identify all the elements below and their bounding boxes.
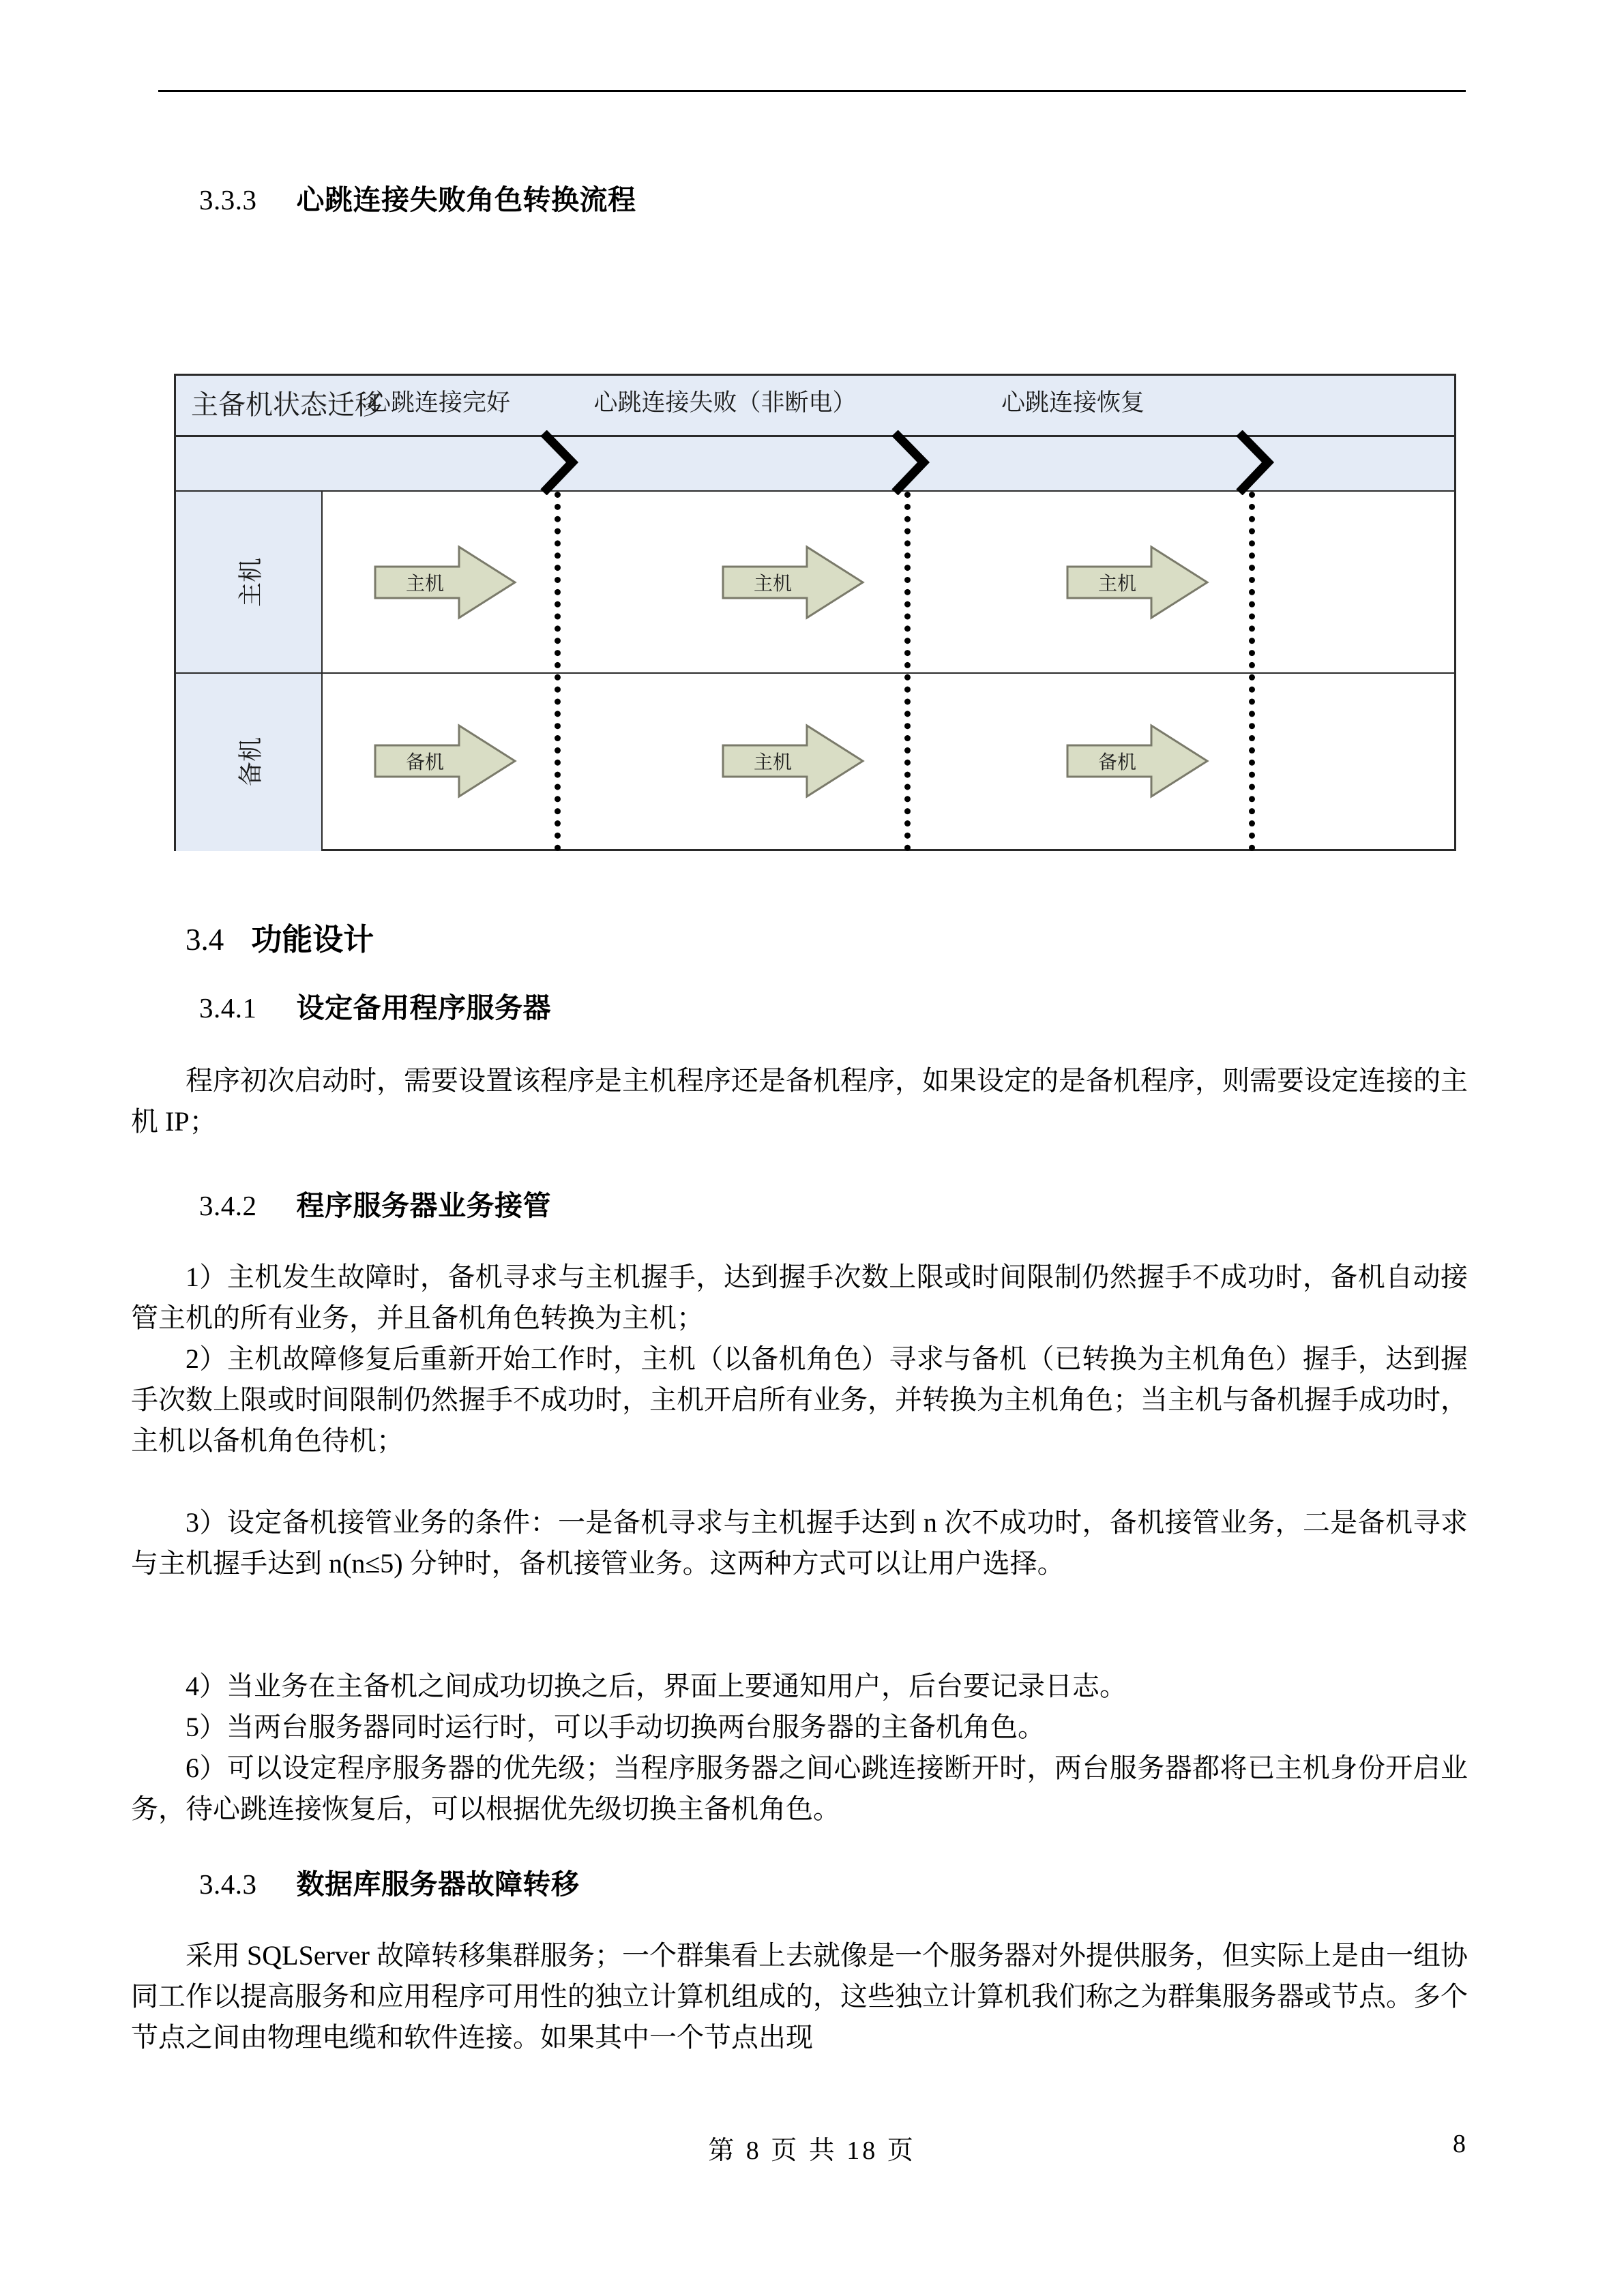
paragraph-3-4-3-text: 采用 SQLServer 故障转移集群服务；一个群集看上去就像是一个服务器对外提供服务，但实际上是由一组协同工作以提高服务和应用程序可用性的独立计算机组成的，这些独立计算机我们称之为群集服务器或节点。多个节点之间由物理电缆和软件连接。如果其中一个节点出现 <box>131 1940 1468 2053</box>
list-item-3 <box>131 1502 1468 1584</box>
list-item-1 <box>131 1257 1468 1339</box>
arrow-label-primary-phase3: 主机 <box>1097 573 1136 595</box>
block-arrow-icon <box>722 724 865 799</box>
block-arrow-icon <box>1066 545 1209 620</box>
heading-3-4-title: 功能设计 <box>251 923 374 957</box>
heading-3-4-2-number: 3.4.2 <box>199 1190 257 1221</box>
list-item-5-text: 5）当两台服务器同时运行时，可以手动切换两台服务器的主备机角色。 <box>186 1712 1045 1742</box>
phase-divider-1 <box>555 492 561 851</box>
arrow-primary-phase1 <box>374 545 517 620</box>
footer-page-indicator: 第 8 页 共 18 页 <box>708 2136 916 2165</box>
phase-divider-2 <box>904 492 911 851</box>
arrow-label-primary-phase1: 主机 <box>405 573 444 595</box>
arrow-label-standby-phase1: 备机 <box>405 752 444 773</box>
heading-3-4-3 <box>199 1867 580 1902</box>
heading-3-3-3-number: 3.3.3 <box>199 184 257 215</box>
heading-3-4-3-title: 数据库服务器故障转移 <box>296 1868 580 1900</box>
block-arrow-icon <box>374 724 517 799</box>
arrow-standby-phase3 <box>1066 724 1209 799</box>
phase-label-1: 心跳连接完好 <box>366 389 510 416</box>
heading-3-3-3-title: 心跳连接失败角色转换流程 <box>296 184 636 215</box>
paragraph-3-4-1 <box>131 1060 1468 1142</box>
phase-divider-3 <box>1249 492 1255 851</box>
list-item-6-text: 6）可以设定程序服务器的优先级；当程序服务器之间心跳连接断开时，两台服务器都将已主机身份开启业务，待心跳连接恢复后，可以根据优先级切换主备机角色。 <box>131 1753 1468 1824</box>
arrow-label-primary-phase2: 主机 <box>753 573 792 595</box>
row-label-cell-standby <box>176 672 323 851</box>
footer-page-number: 8 <box>1453 2130 1466 2158</box>
arrow-standby-phase1 <box>374 724 517 799</box>
heading-3-4-2 <box>199 1189 551 1223</box>
arrow-label-standby-phase2: 主机 <box>753 752 792 773</box>
arrow-primary-phase2 <box>722 545 865 620</box>
paragraph-3-4-1-text: 程序初次启动时，需要设置该程序是主机程序还是备机程序，如果设定的是备机程序，则需要设定连接的主机 IP； <box>131 1065 1468 1137</box>
phase-label-2: 心跳连接失败（非断电） <box>593 389 857 416</box>
arrow-primary-phase3 <box>1066 545 1209 620</box>
list-item-6 <box>131 1748 1468 1830</box>
arrow-label-standby-phase3: 备机 <box>1097 752 1136 773</box>
arrow-standby-phase2 <box>722 724 865 799</box>
list-item-4 <box>131 1666 1468 1707</box>
row-label-cell-primary <box>176 492 323 672</box>
list-item-3-text: 3）设定备机接管业务的条件：一是备机寻求与主机握手达到 n 次不成功时，备机接管业务，二是备机寻求与主机握手达到 n(n≤5) 分钟时，备机接管业务。这两种方式可以让用户选择。 <box>131 1507 1468 1579</box>
state-transition-diagram <box>174 374 1456 851</box>
list-item-1-text: 1）主机发生故障时，备机寻求与主机握手，达到握手次数上限或时间限制仍然握手不成功时，备机自动接管主机的所有业务，并且备机角色转换为主机； <box>131 1262 1468 1333</box>
paragraph-3-4-3 <box>131 1935 1468 2058</box>
diagram-title: 主备机状态迁移 <box>191 389 382 420</box>
phase-label-3: 心跳连接恢复 <box>1001 389 1145 416</box>
heading-3-4-2-title: 程序服务器业务接管 <box>296 1190 551 1221</box>
list-item-5 <box>131 1707 1468 1748</box>
phase-header-row <box>176 437 1454 492</box>
heading-3-4-1-number: 3.4.1 <box>199 992 257 1024</box>
heading-3-4-1 <box>199 991 551 1026</box>
block-arrow-icon <box>374 545 517 620</box>
list-item-4-text: 4）当业务在主备机之间成功切换之后，界面上要通知用户，后台要记录日志。 <box>186 1671 1127 1701</box>
header-rule <box>158 90 1466 92</box>
list-item-2 <box>131 1339 1468 1461</box>
heading-3-4 <box>186 921 374 959</box>
row-label-standby: 备机 <box>237 736 264 787</box>
row-separator <box>176 672 1454 674</box>
list-item-2-text: 2）主机故障修复后重新开始工作时，主机（以备机角色）寻求与备机（已转换为主机角色）握手，达到握手次数上限或时间限制仍然握手不成功时，主机开启所有业务，并转换为主机角色；当主机与备机握手成功时，主机以备机角色待机； <box>131 1343 1468 1456</box>
block-arrow-icon <box>1066 724 1209 799</box>
heading-3-4-3-number: 3.4.3 <box>199 1868 257 1900</box>
heading-3-4-number: 3.4 <box>186 923 224 957</box>
row-label-primary: 主机 <box>237 557 264 607</box>
heading-3-4-1-title: 设定备用程序服务器 <box>296 992 551 1024</box>
block-arrow-icon <box>722 545 865 620</box>
heading-3-3-3 <box>199 183 636 218</box>
